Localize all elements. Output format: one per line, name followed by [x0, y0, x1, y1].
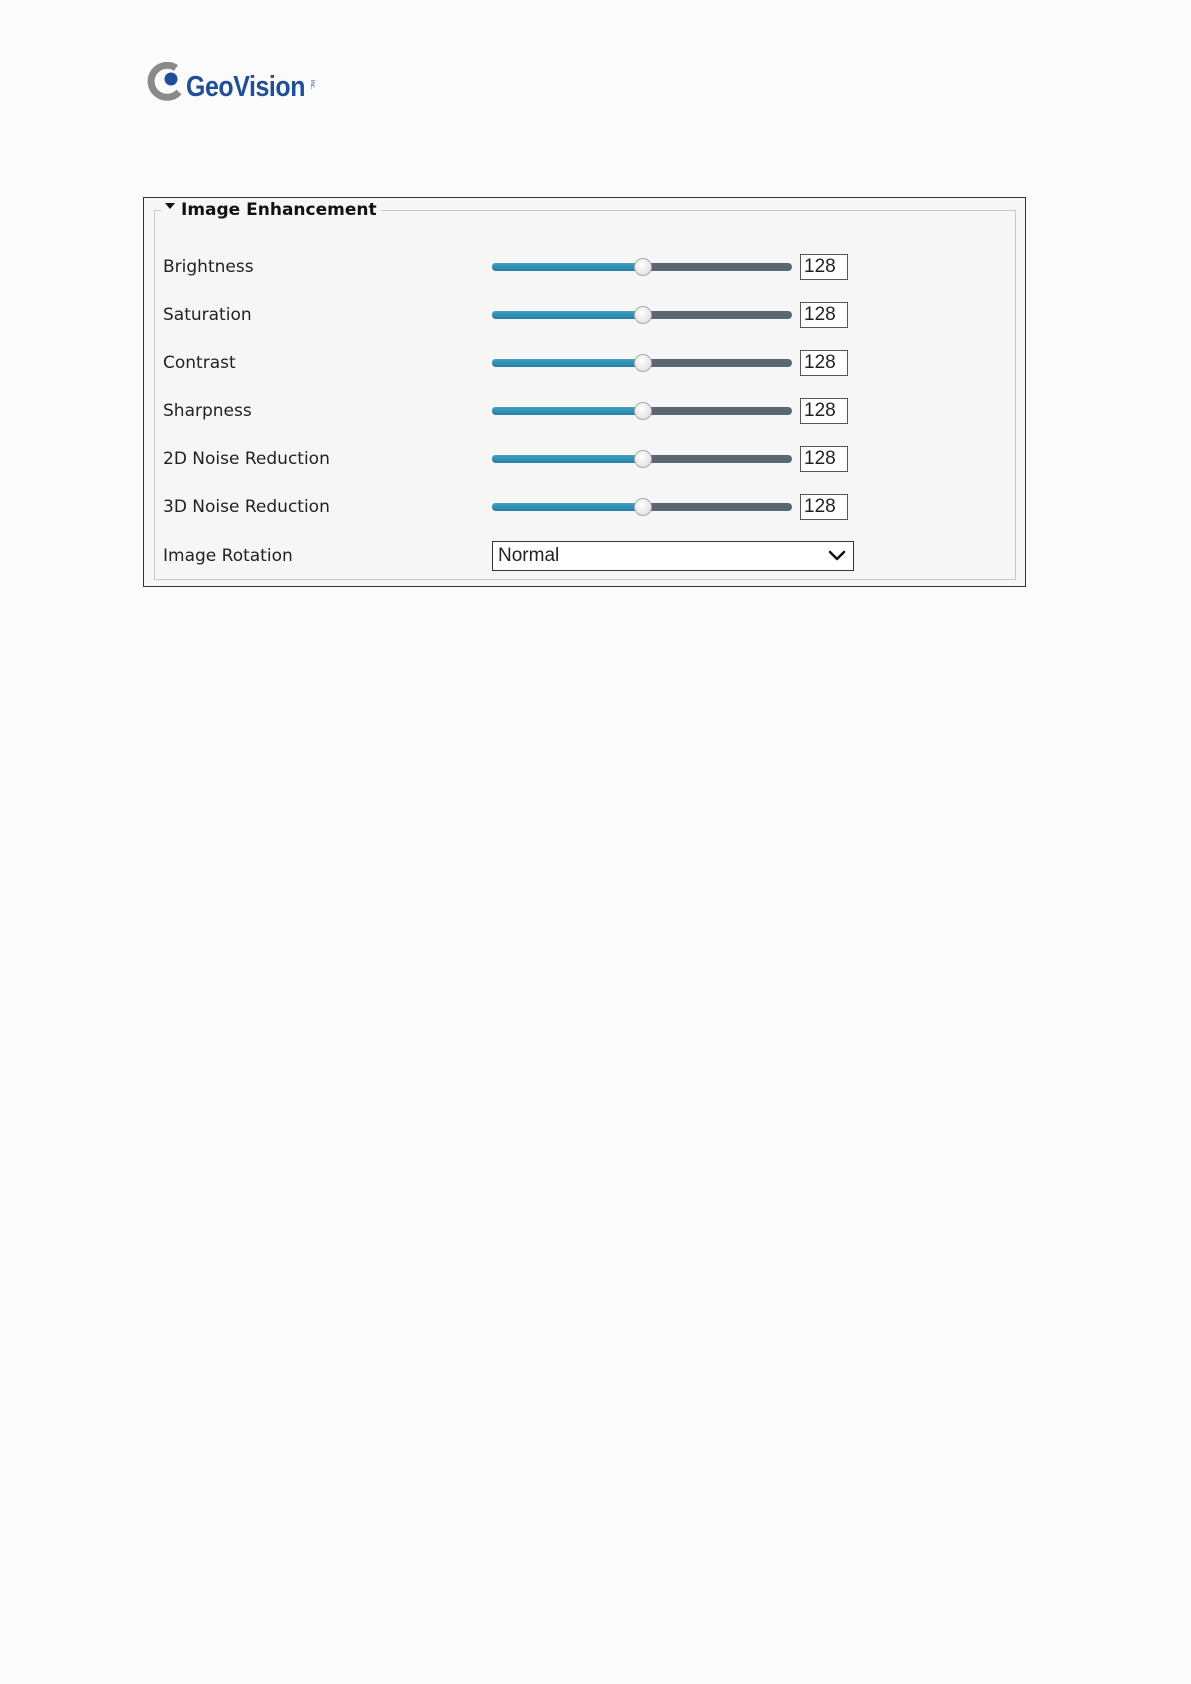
collapse-triangle-icon[interactable]: [165, 203, 175, 209]
geovision-logo-mark-icon: [146, 62, 186, 104]
brightness-value-input[interactable]: 128: [800, 254, 848, 280]
sharpness-row: [155, 391, 1015, 431]
image-rotation-selected-value: Normal: [498, 545, 560, 566]
logo-inc-text: inc.: [309, 80, 315, 90]
image-rotation-label: Image Rotation: [163, 546, 293, 566]
noise-reduction-2d-row: [155, 439, 1015, 479]
image-rotation-select[interactable]: [492, 541, 854, 571]
contrast-slider-fill: [492, 359, 643, 367]
noise-reduction-3d-value-input[interactable]: 128: [800, 494, 848, 520]
noise-reduction-3d-label: 3D Noise Reduction: [163, 497, 330, 517]
brightness-slider[interactable]: [492, 263, 792, 271]
noise-reduction-2d-slider[interactable]: [492, 455, 792, 463]
contrast-slider-thumb[interactable]: [634, 354, 652, 372]
noise-reduction-3d-slider-fill: [492, 503, 643, 511]
sharpness-value-input[interactable]: 128: [800, 398, 848, 424]
contrast-value-input[interactable]: 128: [800, 350, 848, 376]
saturation-label: Saturation: [163, 305, 252, 325]
image-rotation-row: [155, 536, 1015, 576]
noise-reduction-3d-slider[interactable]: [492, 503, 792, 511]
section-title: Image Enhancement: [181, 200, 377, 220]
noise-reduction-3d-slider-thumb[interactable]: [634, 498, 652, 516]
brightness-label: Brightness: [163, 257, 254, 277]
noise-reduction-2d-slider-fill: [492, 455, 643, 463]
noise-reduction-2d-slider-thumb[interactable]: [634, 450, 652, 468]
brightness-row: [155, 247, 1015, 287]
saturation-slider[interactable]: [492, 311, 792, 319]
image-enhancement-fieldset: [154, 200, 1016, 580]
brightness-slider-thumb[interactable]: [634, 258, 652, 276]
noise-reduction-2d-value-input[interactable]: 128: [800, 446, 848, 472]
image-enhancement-panel: [143, 197, 1026, 587]
logo-text: GeoVision: [186, 71, 306, 103]
saturation-slider-thumb[interactable]: [634, 306, 652, 324]
contrast-row: [155, 343, 1015, 383]
contrast-slider[interactable]: [492, 359, 792, 367]
saturation-slider-fill: [492, 311, 643, 319]
contrast-label: Contrast: [163, 353, 236, 373]
sharpness-slider[interactable]: [492, 407, 792, 415]
saturation-value-input[interactable]: 128: [800, 302, 848, 328]
sharpness-slider-thumb[interactable]: [634, 402, 652, 420]
geovision-logo: [146, 62, 326, 112]
noise-reduction-2d-label: 2D Noise Reduction: [163, 449, 330, 469]
brightness-slider-fill: [492, 263, 643, 271]
sharpness-slider-fill: [492, 407, 643, 415]
noise-reduction-3d-row: [155, 487, 1015, 527]
chevron-down-icon[interactable]: [827, 548, 847, 564]
saturation-row: [155, 295, 1015, 335]
sharpness-label: Sharpness: [163, 401, 252, 421]
image-enhancement-legend[interactable]: [161, 199, 381, 221]
